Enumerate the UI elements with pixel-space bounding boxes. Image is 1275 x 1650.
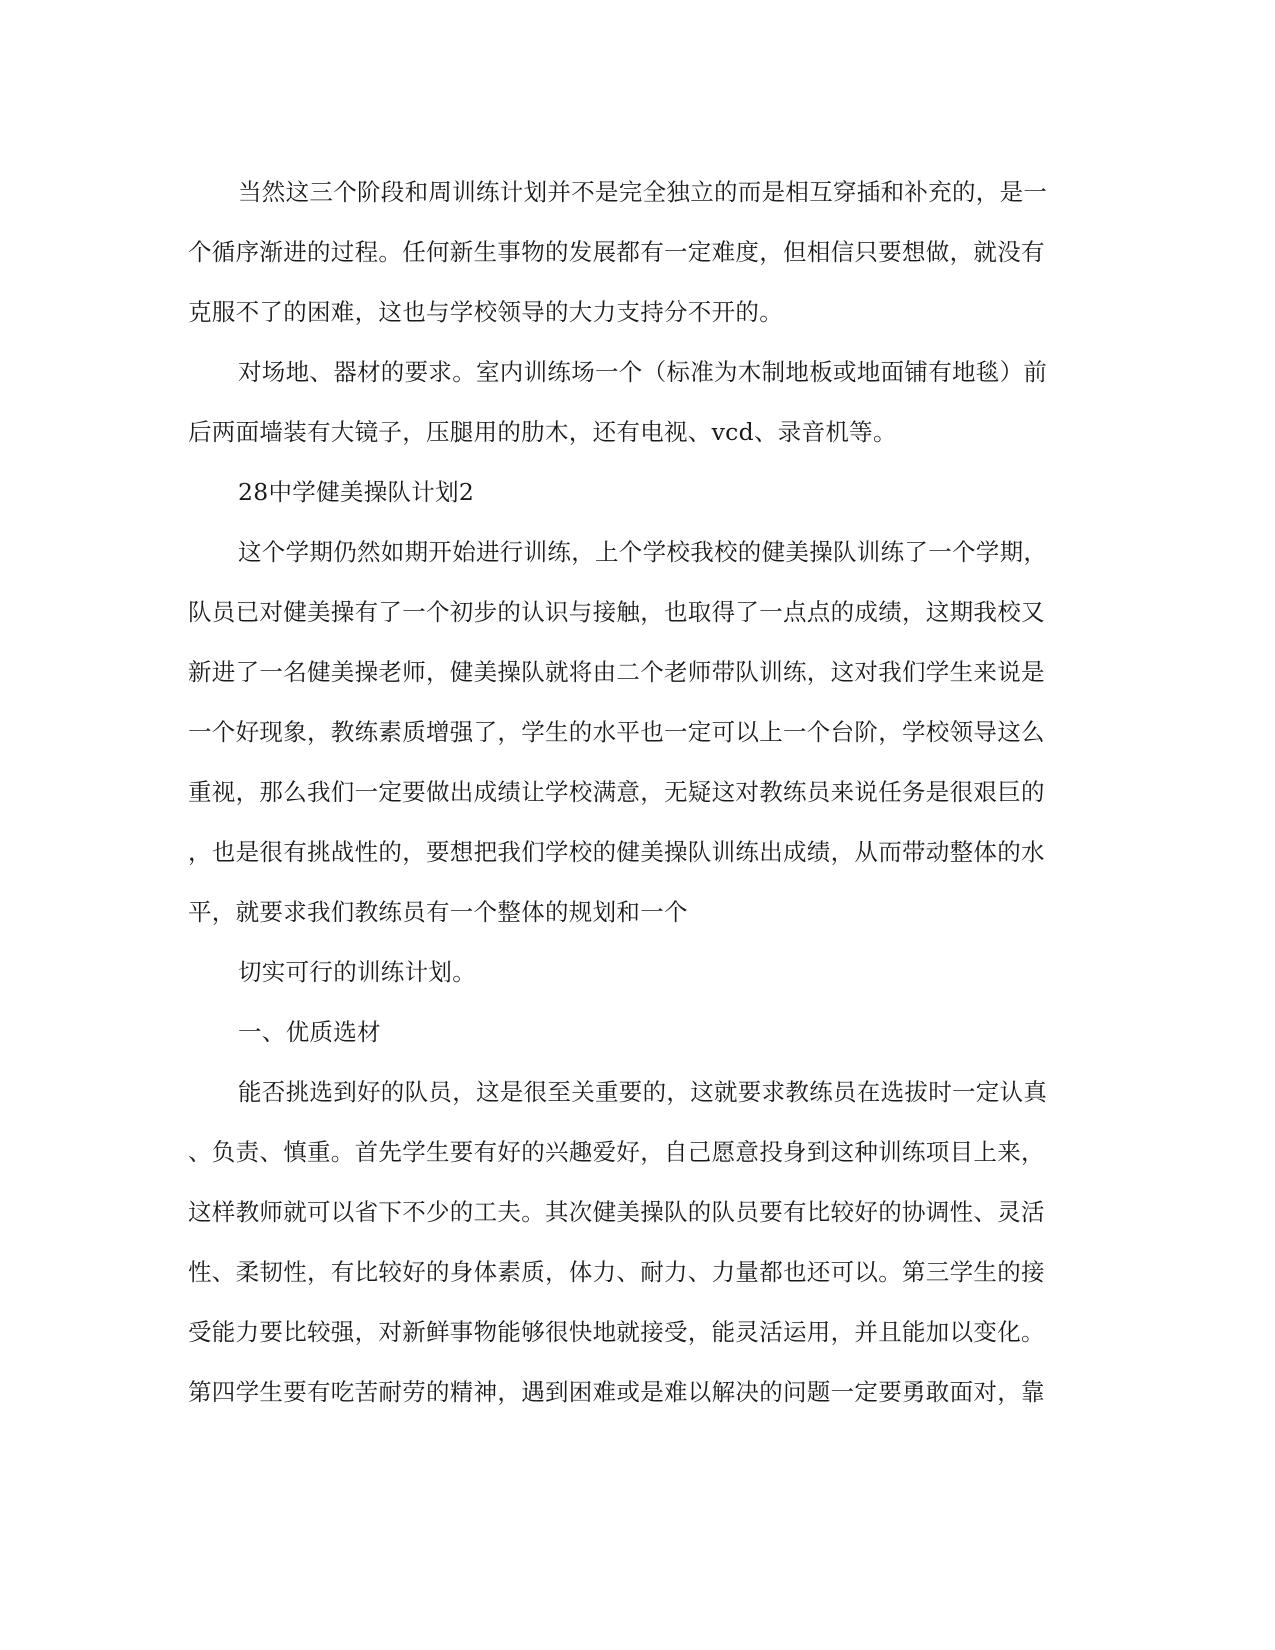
section-heading-selection: 一、优质选材: [238, 1018, 381, 1046]
paragraph-stage-plan: 当然这三个阶段和周训练计划并不是完全独立的而是相互穿插和补充的，是一 个循序渐进的过程。任何新生事物的发展都有一定难度，但相信只要想做，就没有 克服不了的困难，这也与学校领导的大力支持分不开的。: [188, 178, 1048, 326]
paragraph-selection-criteria: 能否挑选到好的队员，这是很至关重要的，这就要求教练员在选拔时一定认真 、负责、慎重。首先学生要有好的兴趣爱好，自己愿意投身到这种训练项目上来， 这样教师就可以省下不少的工夫。其次健美操队的队员要有比较好的协调性、灵活 性、柔韧性，有比较好的身体素质，体力、耐力、力量都也还可以。第三学生的接 受能力要比较强，对新鲜事物能够很快地就接受，能灵活运用，并且能加以变化。 第四学生要有吃苦耐劳的精神，遇到困难或是难以解决的问题一定要勇敢面对，靠: [188, 1078, 1048, 1406]
document-body: [188, 162, 1088, 1422]
section-heading-plan-2: 28中学健美操队计划2: [238, 478, 475, 506]
paragraph-practical-plan: 切实可行的训练计划。: [238, 958, 476, 986]
paragraph-semester-training: 这个学期仍然如期开始进行训练，上个学校我校的健美操队训练了一个学期， 队员已对健美操有了一个初步的认识与接触，也取得了一点点的成绩，这期我校又 新进了一名健美操老师，健美操队就将由二个老师带队训练，这对我们学生来说是 一个好现象，教练素质增强了，学生的水平也一定可以上一个台阶，学校领导这么 重视，那么我们一定要做出成绩让学校满意，无疑这对教练员来说任务是很艰巨的 ，也是很有挑战性的，要想把我们学校的健美操队训练出成绩，从而带动整体的水 平，就要求我们教练员有一个整体的规划和一个: [188, 538, 1048, 926]
paragraph-venue-requirements: 对场地、器材的要求。室内训练场一个（标准为木制地板或地面铺有地毯）前 后两面墙装有大镜子，压腿用的肋木，还有电视、vcd、录音机等。: [188, 358, 1048, 446]
